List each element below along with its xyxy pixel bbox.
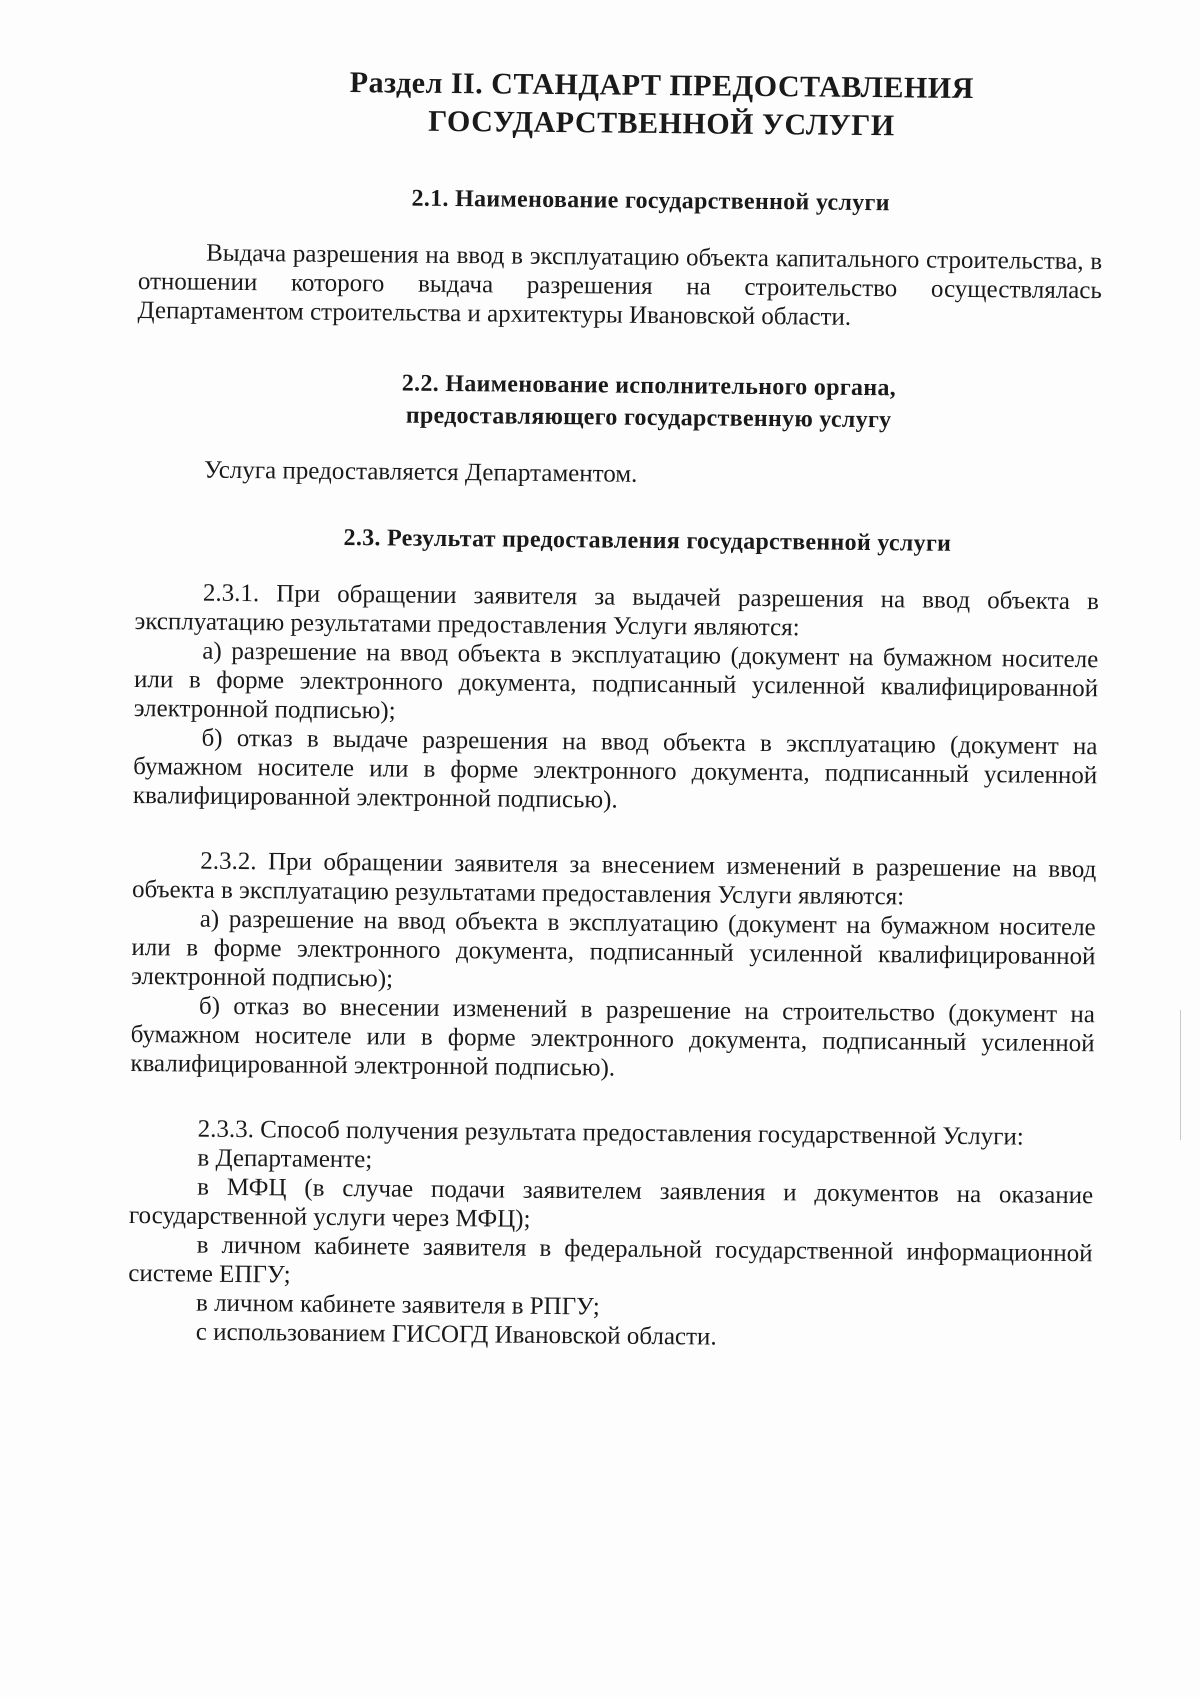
paragraph-2-3-3-intro: 2.3.3. Способ получения результата предоставления государственной Услуги: bbox=[197, 1115, 1024, 1151]
subsection-2-2-text: Услуга предоставляется Департаментом. bbox=[203, 456, 638, 488]
section-heading-line-1: Раздел II. СТАНДАРТ ПРЕДОСТАВЛЕНИЯ bbox=[349, 66, 975, 106]
paragraph-2-3-1-intro: 2.3.1. При обращении заявителя за выдачей разрешения на ввод объекта в эксплуатацию результатами предоставления Услуги являются: bbox=[134, 579, 1099, 642]
subsection-2-2-title: 2.2. Наименование исполнительного органа, предоставляющего государственную услугу bbox=[401, 370, 897, 434]
method-department: в Департаменте; bbox=[197, 1144, 373, 1174]
subsection-2-1-title: 2.1. Наименование государственной услуги bbox=[411, 185, 890, 217]
section-heading-line-2: ГОСУДАРСТВЕННОЙ УСЛУГИ bbox=[428, 104, 895, 143]
method-rpgu: в личном кабинете заявителя в РПГУ; bbox=[195, 1289, 600, 1321]
paragraph-2-3-2-intro: 2.3.2. При обращении заявителя за внесением изменений в разрешение на ввод объекта в эксплуатацию результатами предоставления Услуги являются: bbox=[131, 847, 1097, 911]
paragraph-2-3-2-b: б) отказ во внесении изменений в разрешение на строительство (документ на бумажном носителе или в форме электронного документа, подписанный усиленной квалифицированной электронной подписью). bbox=[130, 992, 1096, 1082]
document-content bbox=[128, 62, 1104, 1355]
paragraph-2-3-2-a: а) разрешение на ввод объекта в эксплуатацию (документ на бумажном носителе или в форме электронного документа, подписанный усиленной квалифицированной электронной подписью); bbox=[131, 905, 1096, 993]
method-epgu: в личном кабинете заявителя в федеральной государственной информационной системе ЕПГУ; bbox=[128, 1231, 1093, 1289]
subsection-2-1-text: Выдача разрешения на ввод в эксплуатацию объекта капитального строительства, в отношении которого выдача разрешения на строительство осуществлялась Департаментом строительства и архитектуры Ивановской области. bbox=[137, 239, 1103, 331]
method-mfc: в МФЦ (в случае подачи заявителем заявления и документов на оказание государственной услуги через МФЦ); bbox=[128, 1173, 1094, 1233]
paragraph-2-3-1-a: а) разрешение на ввод объекта в эксплуатацию (документ на бумажном носителе или в форме электронного документа, подписанный усиленной квалифицированной электронной подписью); bbox=[133, 637, 1099, 725]
paragraph-2-3-1-b: б) отказ в выдаче разрешения на ввод объекта в эксплуатацию (документ на бумажном носителе или в форме электронного документа, подписанный усиленной квалифицированной электронной подписью). bbox=[132, 724, 1098, 814]
method-gisogd: с использованием ГИСОГД Ивановской области. bbox=[195, 1318, 717, 1351]
subsection-2-3-title: 2.3. Результат предоставления государственной услуги bbox=[343, 524, 952, 557]
section-heading bbox=[219, 63, 1104, 147]
scan-edge-mark bbox=[1180, 1010, 1183, 1140]
